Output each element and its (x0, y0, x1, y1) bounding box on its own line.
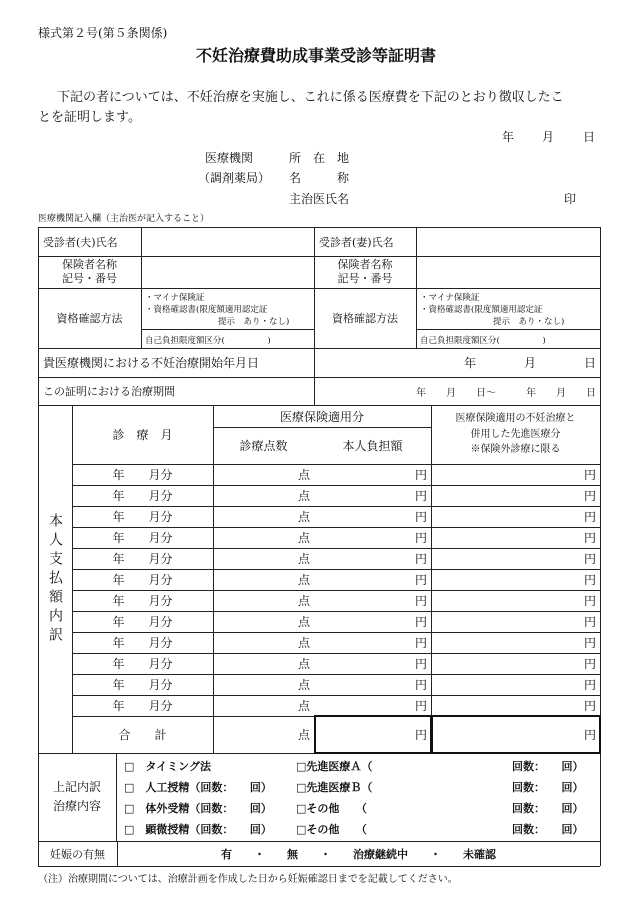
table-row-points[interactable]: 点 (297, 510, 310, 524)
col-month-header: 診 療 月 (112, 428, 173, 442)
table-row-advanced[interactable]: 円 (583, 678, 596, 692)
insurer-name-text: 保険者名称 (62, 258, 117, 272)
table-row-month[interactable]: 年 月分 (112, 699, 173, 713)
intro-line-2: とを証明します。 (38, 110, 141, 125)
table-row-self[interactable]: 円 (414, 552, 427, 566)
detail-label-line1: 上記内訳 (52, 779, 101, 794)
treatment-option-left[interactable]: □ 顕微授精（回数： 回） (124, 823, 272, 836)
pregnancy-label: 妊娠の有無 (50, 847, 105, 861)
table-row-advanced[interactable]: 円 (583, 531, 596, 545)
table-row-self[interactable]: 円 (414, 678, 427, 692)
table-row-points[interactable]: 点 (297, 552, 310, 566)
pharmacy-label: （調剤薬局） (198, 171, 271, 185)
table-row-advanced[interactable]: 円 (583, 594, 596, 608)
table-row-advanced[interactable]: 円 (583, 636, 596, 650)
col-insurance-header: 医療保険適用分 (279, 409, 364, 424)
table-row-self[interactable]: 円 (414, 636, 427, 650)
date-year: 年 (502, 130, 515, 144)
treatment-count[interactable]: 回数： 回） (512, 760, 584, 773)
table-row-self[interactable]: 円 (414, 489, 427, 503)
table-row-month[interactable]: 年 月分 (112, 678, 173, 692)
table-row-advanced[interactable]: 円 (583, 510, 596, 524)
table-row-points[interactable]: 点 (297, 468, 310, 482)
wife-qual-opt3[interactable]: 提示 あり・なし) (493, 317, 565, 327)
table-row-advanced[interactable]: 円 (583, 489, 596, 503)
period-label: この証明における治療期間 (43, 385, 175, 398)
detail-label-line2: 治療内容 (52, 799, 101, 813)
col-points-header: 診療点数 (239, 439, 288, 453)
treatment-option-left[interactable]: □ タイミング法 (124, 760, 211, 773)
start-date-field[interactable]: 年 月 日 (463, 356, 596, 370)
table-row-self[interactable]: 円 (414, 468, 427, 482)
total-label: 合 計 (118, 728, 167, 742)
total-advanced[interactable]: 円 (583, 728, 596, 742)
col-self-header: 本人負担額 (342, 439, 403, 453)
page-title: 不妊治療費助成事業受診等証明書 (196, 46, 437, 65)
intro-line-1: 下記の者については、不妊治療を実施し、これに係る医療費を下記のとおり徴収したこ (57, 90, 564, 105)
table-row-month[interactable]: 年 月分 (112, 615, 173, 629)
table-row-points[interactable]: 点 (297, 531, 310, 545)
husband-qual-label: 資格確認方法 (56, 312, 123, 325)
table-row-points[interactable]: 点 (297, 657, 310, 671)
seal-mark: 印 (564, 192, 577, 206)
husband-name-field[interactable] (141, 227, 314, 256)
table-row-month[interactable]: 年 月分 (112, 573, 173, 587)
footnote: （注）治療期間については、治療計画を作成した日から妊娠確認日までを記載してください。 (38, 874, 458, 885)
treatment-option-right[interactable]: □その他 （ (296, 802, 367, 815)
wife-qual-label: 資格確認方法 (332, 312, 398, 325)
husband-qual-opt1[interactable]: ・マイナ保険証 (145, 293, 205, 303)
insurer-number-text: 記号・番号 (337, 272, 393, 285)
table-row-self[interactable]: 円 (414, 615, 427, 629)
table-row-month[interactable]: 年 月分 (112, 468, 173, 482)
treatment-count[interactable]: 回数： 回） (512, 802, 584, 815)
col-advanced-line2: 併用した先進医療分 (470, 428, 561, 440)
table-row-advanced[interactable]: 円 (583, 657, 596, 671)
table-row-points[interactable]: 点 (297, 678, 310, 692)
table-row-self[interactable]: 円 (414, 657, 427, 671)
pregnancy-options[interactable]: 有 ・ 無 ・ 治療継続中 ・ 未確認 (221, 847, 496, 861)
table-row-month[interactable]: 年 月分 (112, 531, 173, 545)
table-row-advanced[interactable]: 円 (583, 699, 596, 713)
treatment-option-right[interactable]: □先進医療Ｂ（ (296, 781, 373, 794)
table-row-month[interactable]: 年 月分 (112, 594, 173, 608)
name-label: 名 称 (289, 171, 350, 185)
table-row-advanced[interactable]: 円 (583, 615, 596, 629)
address-label: 所 在 地 (289, 151, 350, 165)
period-field[interactable]: 年 月 日～ 年 月 日 (416, 387, 596, 399)
table-row-month[interactable]: 年 月分 (112, 489, 173, 503)
table-row-month[interactable]: 年 月分 (112, 636, 173, 650)
husband-qual-opt3[interactable]: 提示 あり・なし) (218, 317, 290, 327)
wife-name-label: 受診者(妻)氏名 (319, 235, 394, 249)
table-row-advanced[interactable]: 円 (583, 552, 596, 566)
table-row-points[interactable]: 点 (297, 489, 310, 503)
table-row-self[interactable]: 円 (414, 510, 427, 524)
wife-name-field[interactable] (416, 227, 600, 256)
table-row-self[interactable]: 円 (414, 573, 427, 587)
husband-insurer-label (38, 256, 141, 288)
table-row-points[interactable]: 点 (297, 699, 310, 713)
institution-label: 医療機関 (205, 151, 254, 165)
husband-name-label: 受診者(夫)氏名 (43, 235, 118, 249)
col-advanced-line1: 医療保険適用の不妊治療と (455, 413, 576, 425)
wife-qual-opt1[interactable]: ・マイナ保険証 (420, 293, 480, 303)
table-row-self[interactable]: 円 (414, 594, 427, 608)
table-row-points[interactable]: 点 (297, 573, 310, 587)
treatment-count[interactable]: 回数： 回） (512, 823, 584, 836)
table-row-month[interactable]: 年 月分 (112, 552, 173, 566)
date-day: 日 (583, 130, 596, 144)
start-date-label: 貴医療機関における不妊治療開始年月日 (43, 356, 260, 370)
insurer-number-text: 記号・番号 (62, 272, 117, 285)
treatment-detail-label (38, 753, 116, 841)
wife-qual-opt2[interactable]: ・資格確認書(限度額適用認定証 (420, 305, 543, 315)
table-row-month[interactable]: 年 月分 (112, 510, 173, 524)
doctor-label: 主治医氏名 (289, 192, 350, 206)
insurer-name-text: 保険者名称 (337, 258, 393, 272)
wife-limit-class[interactable]: 自己負担限度額区分( ) (420, 336, 546, 346)
husband-limit-class[interactable]: 自己負担限度額区分( ) (145, 336, 271, 346)
wife-insurer-label (314, 256, 416, 288)
husband-insurer-field[interactable] (141, 256, 314, 288)
col-advanced-header (431, 405, 600, 464)
table-row-self[interactable]: 円 (414, 531, 427, 545)
fill-note: 医療機関記入欄（主治医が記入すること） (38, 214, 210, 224)
table-row-points[interactable]: 点 (297, 594, 310, 608)
table-row-month[interactable]: 年 月分 (112, 657, 173, 671)
total-points[interactable]: 点 (297, 728, 310, 742)
table-row-advanced[interactable]: 円 (583, 573, 596, 587)
total-self[interactable]: 円 (414, 728, 427, 742)
date-month: 月 (542, 130, 555, 144)
col-advanced-line3: ※保険外診療に限る (470, 444, 561, 456)
table-row-points[interactable]: 点 (297, 636, 310, 650)
breakdown-side-label: 本人支払額内訳 (47, 512, 63, 646)
treatment-option-right[interactable]: □先進医療Ａ（ (296, 760, 373, 773)
table-row-self[interactable]: 円 (414, 699, 427, 713)
form-number: 様式第２号(第５条関係) (38, 26, 168, 40)
wife-insurer-field[interactable] (416, 256, 600, 288)
treatment-option-left[interactable]: □ 体外受精（回数： 回） (124, 802, 272, 815)
table-row-points[interactable]: 点 (297, 615, 310, 629)
treatment-option-left[interactable]: □ 人工授精（回数： 回） (124, 781, 272, 794)
table-row-advanced[interactable]: 円 (583, 468, 596, 482)
treatment-count[interactable]: 回数： 回） (512, 781, 584, 794)
treatment-option-right[interactable]: □その他 （ (296, 823, 367, 836)
husband-qual-opt2[interactable]: ・資格確認書(限度額適用認定証 (145, 305, 268, 315)
